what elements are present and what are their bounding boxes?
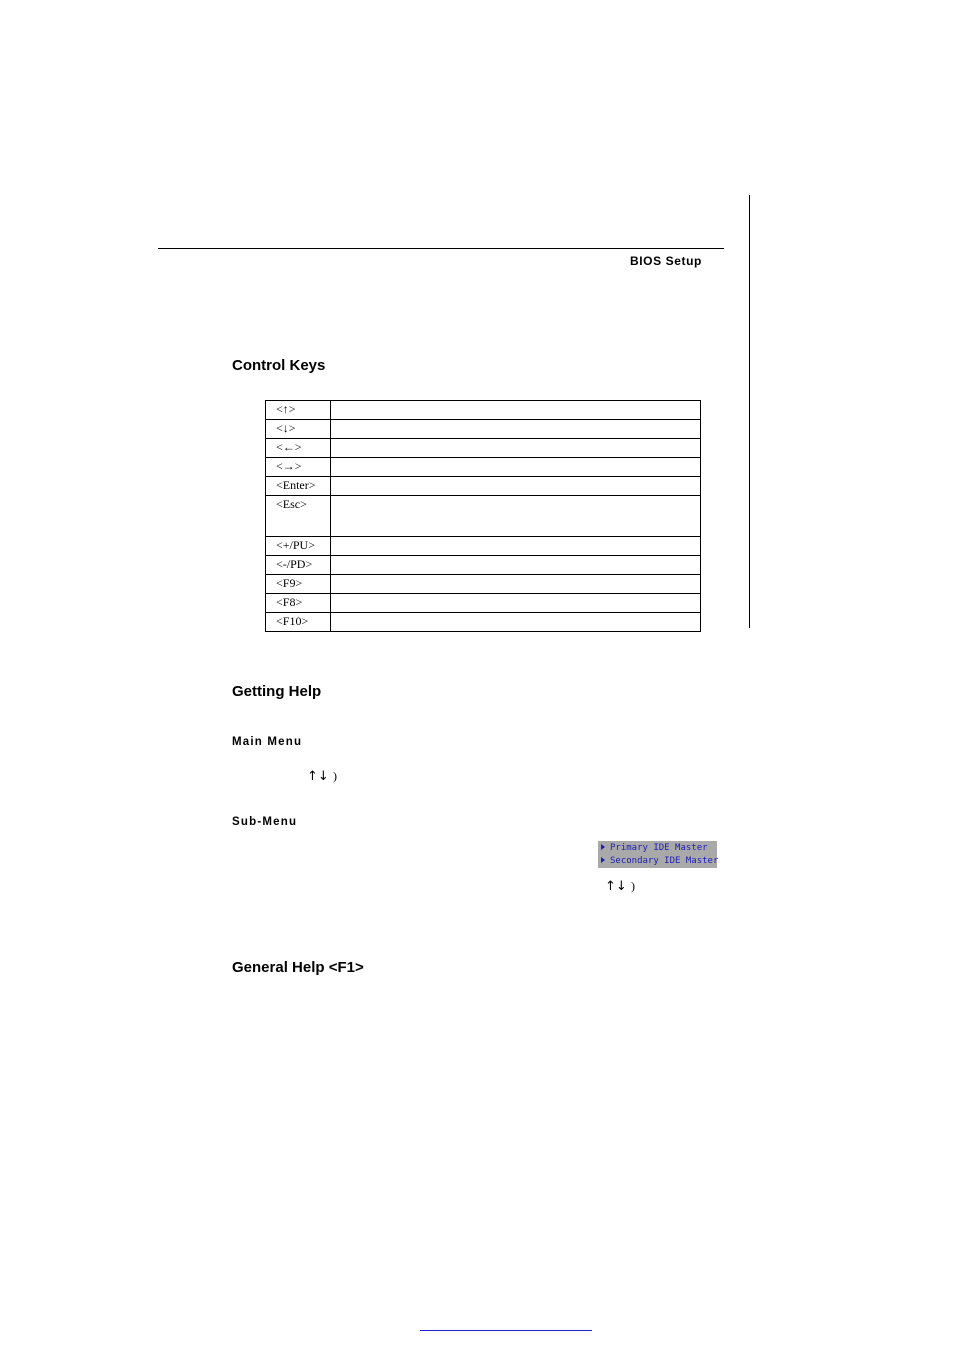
- table-row: [266, 496, 701, 537]
- key-cell: <Esc>: [266, 496, 331, 537]
- table-row: [266, 477, 701, 496]
- footer-link-underline[interactable]: [420, 1330, 592, 1331]
- key-cell: <↓>: [266, 420, 331, 439]
- description-cell: [331, 401, 701, 420]
- running-header-title: BIOS Setup: [629, 254, 702, 268]
- bios-submenu-item-label: Primary IDE Master: [610, 843, 708, 853]
- closing-paren: ): [332, 769, 337, 783]
- heading-control-keys: Control Keys: [232, 357, 326, 374]
- table-row: [266, 556, 701, 575]
- table-row: [266, 613, 701, 632]
- description-cell: [331, 439, 701, 458]
- description-cell: [331, 575, 701, 594]
- description-cell: [331, 594, 701, 613]
- up-down-arrow-icon: ↑↓: [605, 879, 627, 894]
- key-cell: <-/PD>: [266, 556, 331, 575]
- table-row: [266, 401, 701, 420]
- key-cell: <Enter>: [266, 477, 331, 496]
- closing-paren: ): [630, 879, 635, 893]
- triangle-right-icon: [601, 857, 605, 863]
- table-row: [266, 575, 701, 594]
- description-cell: [331, 458, 701, 477]
- bios-submenu-item-label: Secondary IDE Master: [610, 855, 719, 866]
- table-row: [266, 420, 701, 439]
- description-cell: [331, 496, 701, 537]
- heading-getting-help: Getting Help: [232, 683, 322, 700]
- table-row: [266, 594, 701, 613]
- bios-submenu-screenshot: [598, 841, 717, 868]
- description-cell: [331, 556, 701, 575]
- key-cell: <→>: [266, 458, 331, 477]
- main-menu-arrow-hint: [307, 769, 337, 784]
- bios-submenu-item: [598, 855, 717, 868]
- control-keys-table: [265, 400, 701, 632]
- heading-main-menu: Main Menu: [232, 736, 303, 748]
- key-cell: <F10>: [266, 613, 331, 632]
- key-cell: <+/PU>: [266, 537, 331, 556]
- table-row: [266, 439, 701, 458]
- key-cell: <←>: [266, 439, 331, 458]
- description-cell: [331, 477, 701, 496]
- heading-sub-menu: Sub-Menu: [232, 816, 298, 828]
- key-cell: <F8>: [266, 594, 331, 613]
- key-cell: <F9>: [266, 575, 331, 594]
- up-down-arrow-icon: ↑↓: [307, 769, 329, 784]
- margin-vertical-rule: [749, 195, 750, 628]
- description-cell: [331, 420, 701, 439]
- heading-general-help: General Help <F1>: [232, 959, 364, 976]
- table-row: [266, 537, 701, 556]
- sub-menu-arrow-hint: [605, 879, 635, 894]
- key-cell: <↑>: [266, 401, 331, 420]
- description-cell: [331, 537, 701, 556]
- header-horizontal-rule: [158, 248, 724, 249]
- bios-submenu-item: [598, 842, 717, 855]
- table-row: [266, 458, 701, 477]
- triangle-right-icon: [601, 844, 605, 850]
- description-cell: [331, 613, 701, 632]
